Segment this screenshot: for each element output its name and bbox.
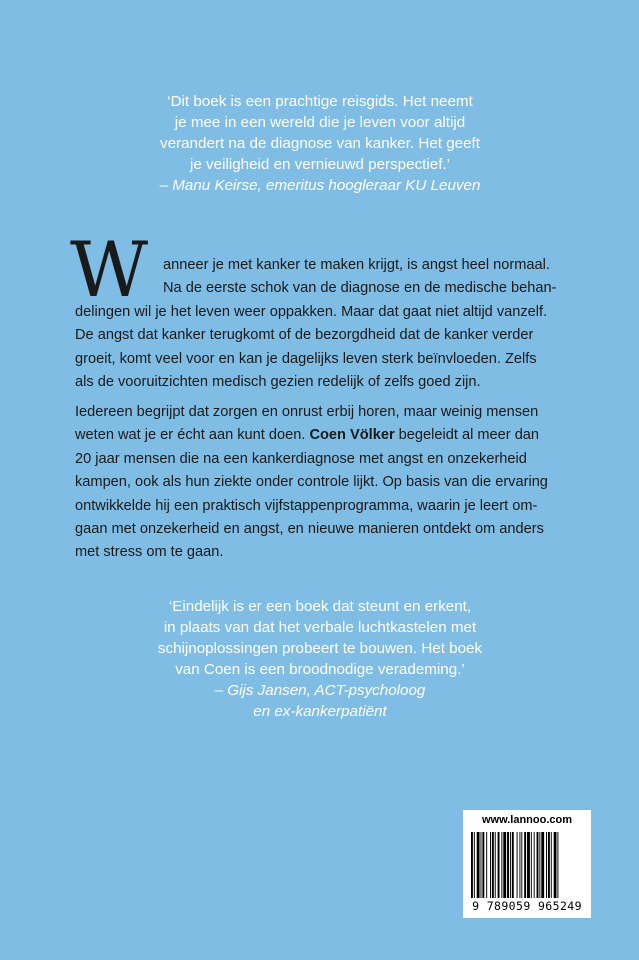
barcode-bar [481,832,482,898]
paragraph-text: begeleidt al meer dan [394,427,540,444]
paragraph-line: Iedereen begrijpt dat zorgen en onrust erbij horen, maar weinig mensen [75,404,539,420]
paragraph-line: gaan met onzekerheid en angst, en nieuwe manieren ontdekt om anders [75,521,544,538]
quote-attribution: en ex-kankerpatiënt [253,703,387,720]
barcode-bar [498,832,500,898]
quote-attribution: – Gijs Jansen, ACT-psycholoog [214,682,426,699]
paragraph-line: 20 jaar mensen die na een kankerdiagnose met angst en onzekerheid [75,450,527,467]
paragraph-line: anneer je met kanker te maken krijgt, is angst heel normaal. [163,257,550,273]
paragraph-line: groeit, komt veel voor en kan je dagelijks leven sterk beïnvloeden. Zelfs [75,350,537,367]
barcode-bar [534,832,535,898]
drop-cap: W [70,225,149,314]
quote-line: van Coen is een broodnodige verademing.’ [175,661,465,678]
barcode-bar [492,832,494,898]
barcode-bar [482,832,484,898]
publisher-url: www.lannoo.com [481,814,573,826]
paragraph-line: kampen, ook als hun ziekte onder controle lijkt. Op basis van die ervaring [75,474,548,491]
barcode-bar [471,832,473,898]
barcode-bar [519,832,520,898]
quote-line: verandert na de diagnose van kanker. Het geeft [160,135,480,152]
barcode-bar [527,832,530,898]
quote-attribution: – Manu Keirse, emeritus hoogleraar KU Leuven [159,177,481,194]
paragraph-text: weten wat je er écht aan kunt doen. [75,427,310,444]
intro-paragraph [75,254,575,394]
barcode-bar [477,832,480,898]
barcode-bar [546,832,547,898]
paragraph-line: Na de eerste schok van de diagnose en de medische behan- [163,280,557,297]
barcode-bar [510,832,511,898]
quote-line: in plaats van dat het verbale luchtkastelen met [163,619,477,636]
author-name: Coen Völker [309,427,395,444]
paragraph-line: als de vooruitzichten medisch gezien redelijk of zelfs goed zijn. [75,374,481,391]
barcode-bar [507,832,509,898]
barcode-bar [531,832,532,898]
quote-line: schijnoplossingen probeert te bouwen. Het boek [157,640,483,657]
top-quote [100,91,540,196]
paragraph-line [75,424,575,447]
barcode-bar [521,832,522,898]
barcode-icon [469,832,585,900]
barcode-bar [554,832,557,898]
barcode-bar [551,832,552,898]
barcode-bar [524,832,526,898]
barcode-bar [501,832,502,898]
barcode-bar [537,832,539,898]
quote-line: je mee in een wereld die je leven voor altijd [174,114,466,131]
author-paragraph [75,401,575,565]
quote-line: je veiligheid en vernieuwd perspectief.’ [189,156,451,173]
bottom-quote [100,596,540,722]
paragraph-line: met stress om te gaan. [75,544,224,561]
barcode-bar [490,832,491,898]
barcode-bar [486,832,487,898]
quote-line: ‘Dit boek is een prachtige reisgids. Het neemt [167,93,473,110]
barcode-bar [557,832,558,898]
isbn-number: 9 789059 965249 [472,899,582,913]
barcode-bar [474,832,475,898]
paragraph-line: delingen wil je het leven weer oppakken. Maar dat gaat niet altijd vanzelf. [75,303,548,320]
barcode-bar [495,832,496,898]
barcode-bar [503,832,506,898]
barcode-bar [517,832,518,898]
barcode-bar [548,832,550,898]
paragraph-line: ontwikkelde hij een praktisch vijfstappenprogramma, waarin je leert om- [75,497,538,514]
paragraph-line: De angst dat kanker terugkomt of de bezorgdheid dat de kanker verder [75,327,534,344]
barcode-bar [539,832,540,898]
barcode-bar [541,832,544,898]
quote-line: ‘Eindelijk is er een boek dat steunt en erkent, [168,598,472,615]
barcode-box [463,810,591,918]
barcode-bar [512,832,514,898]
